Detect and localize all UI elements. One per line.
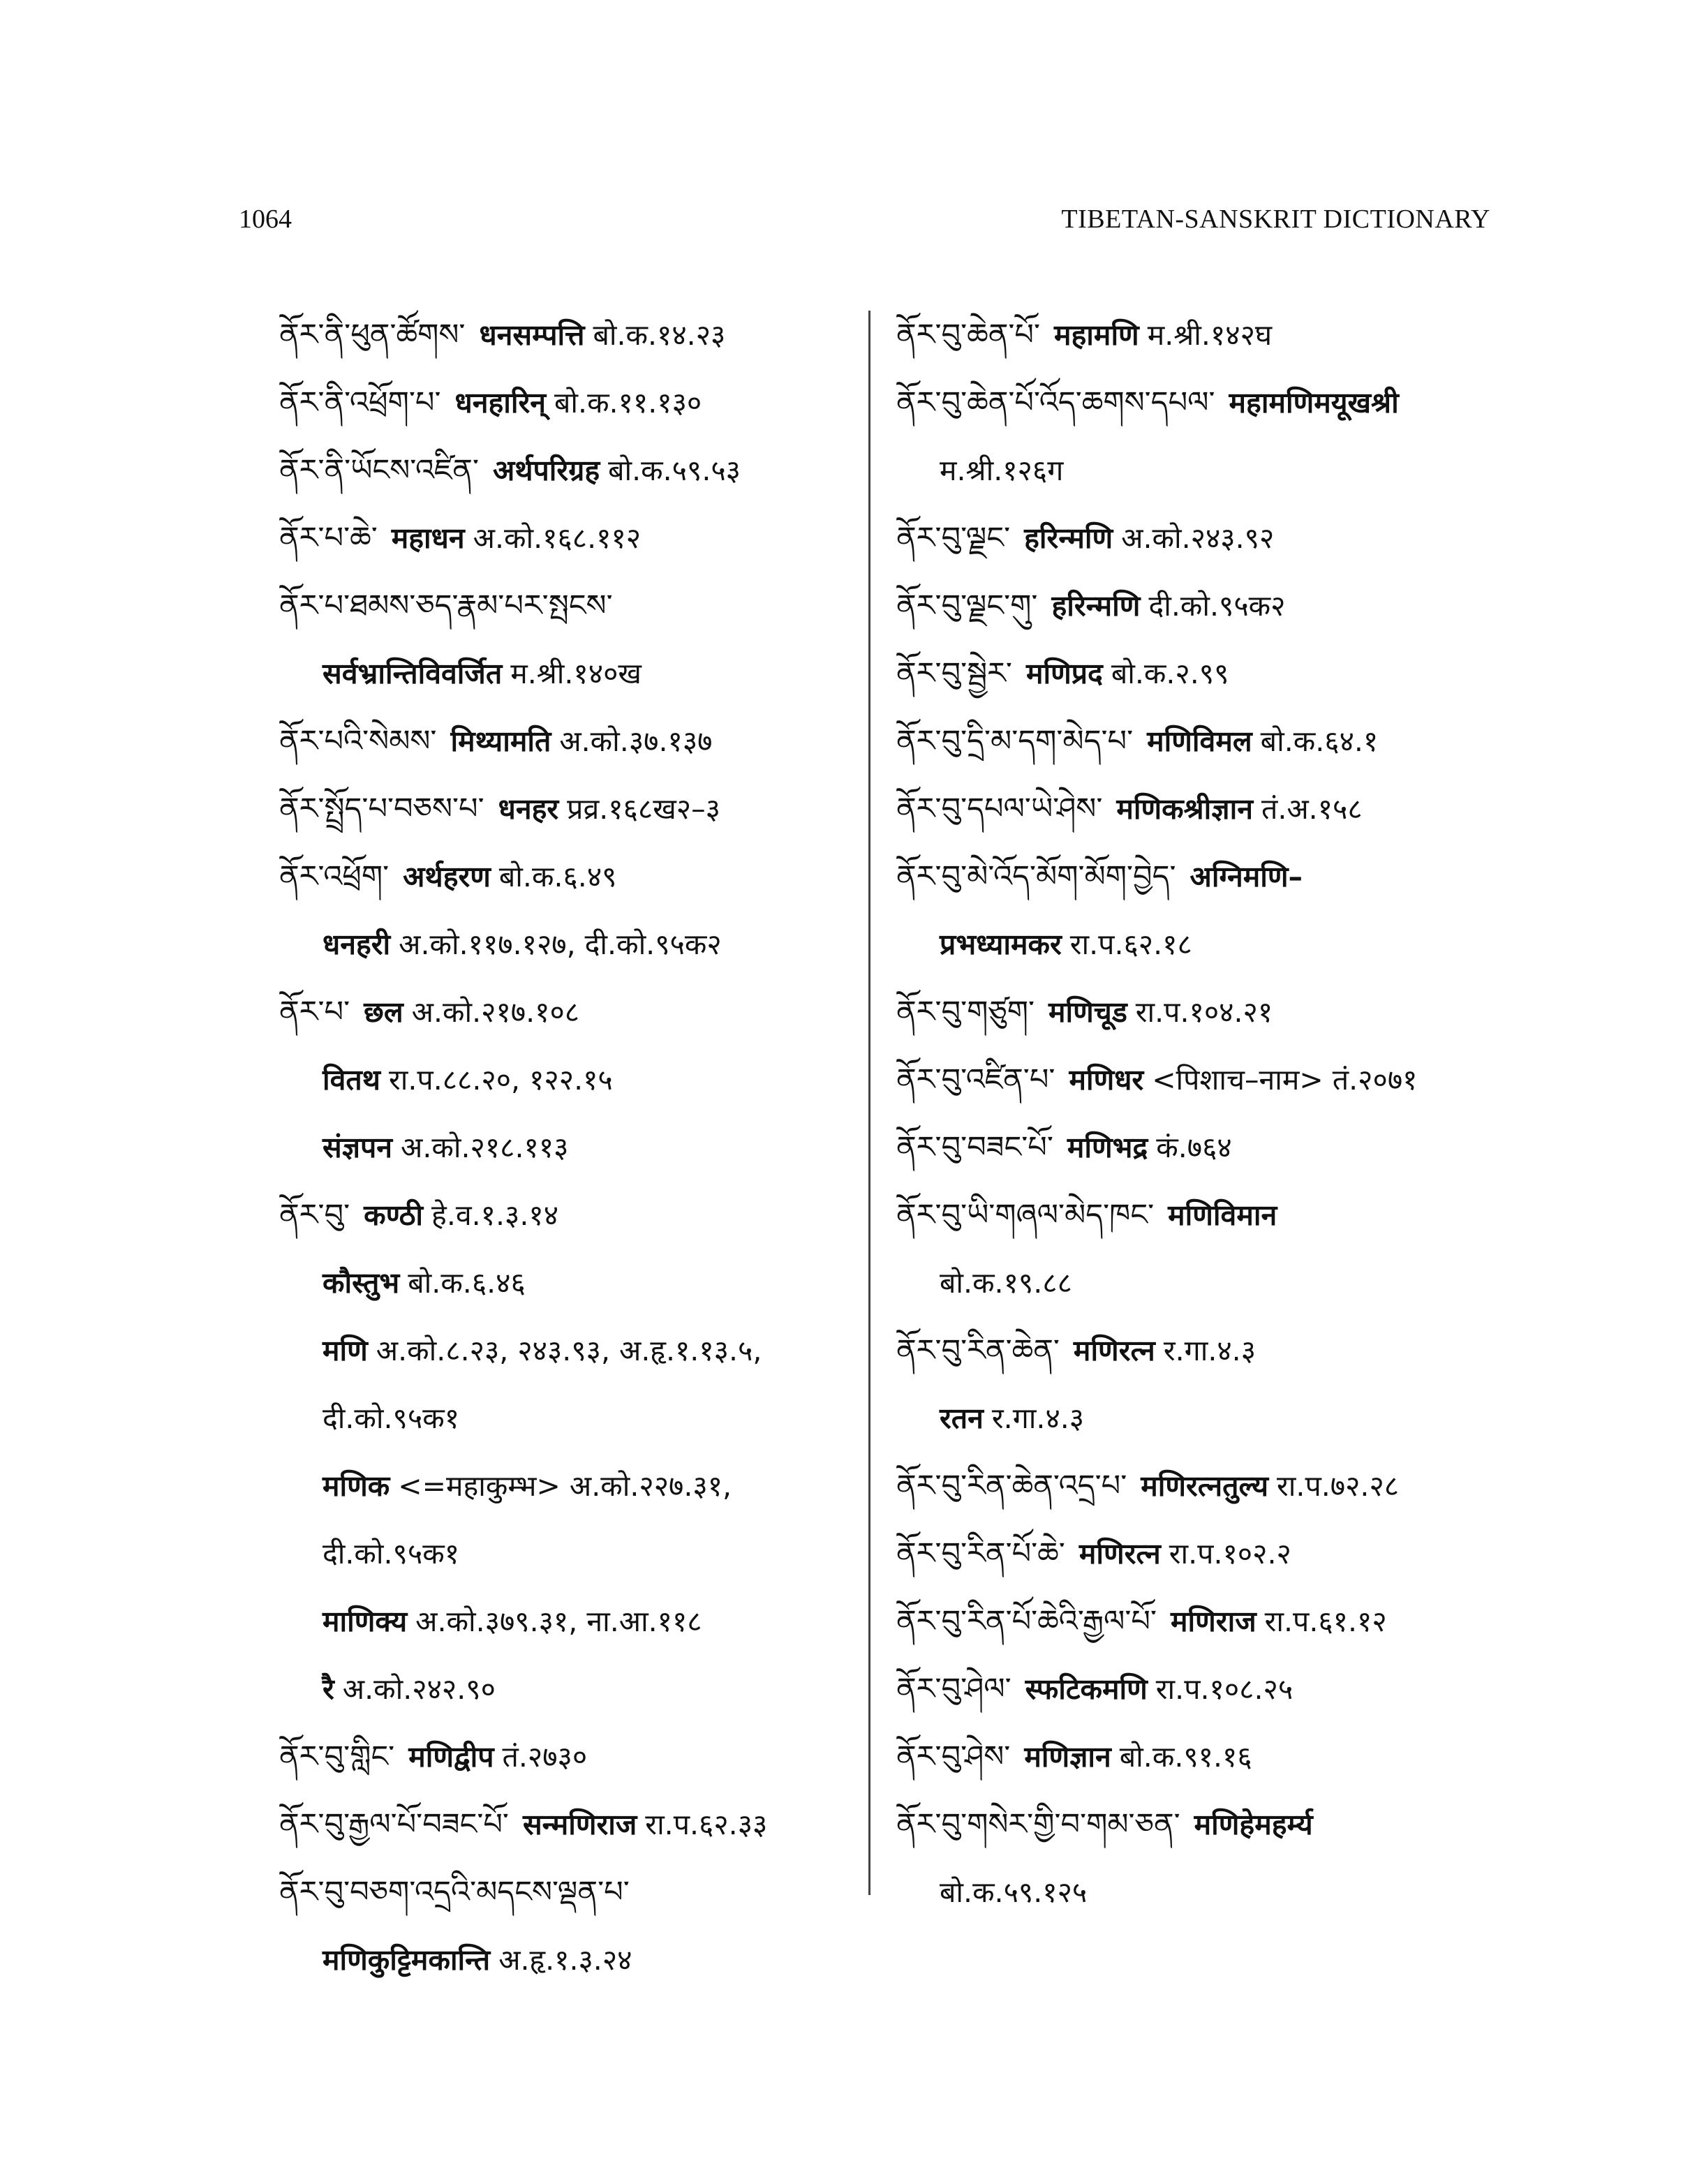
- source-reference: म.श्री.१४०ख: [510, 657, 642, 690]
- source-reference: अ.को.१६८.११२: [473, 521, 642, 555]
- dictionary-line: [896, 369, 1525, 437]
- source-reference: अ.को.२४२.९०: [342, 1672, 496, 1706]
- tibetan-headword: ནོར་བུ་: [279, 1198, 350, 1233]
- source-reference: बो.क.२.९९: [1111, 657, 1229, 690]
- sanskrit-equivalent: मणिरत्न: [1073, 1334, 1155, 1367]
- tibetan-headword: ནོར་པ་ཐམས་ཅད་རྣམ་པར་སྤངས་: [279, 588, 613, 623]
- sanskrit-equivalent: वितथ: [323, 1063, 380, 1097]
- dictionary-line: [896, 775, 1525, 843]
- dictionary-line: [896, 911, 1525, 979]
- sanskrit-equivalent: रतन: [940, 1402, 984, 1435]
- source-reference: बो.क.५९.१२५: [940, 1875, 1088, 1909]
- dictionary-line: [896, 1046, 1525, 1114]
- source-reference: बो.क.५९.५३: [608, 454, 741, 487]
- dictionary-line: [279, 640, 863, 708]
- tibetan-headword: ནོར་ནི་འཕྲོག་པ་: [279, 385, 441, 420]
- tibetan-headword: ནོར་བུ་བཟང་པོ་: [896, 1130, 1053, 1165]
- sanskrit-equivalent: मणिभद्र: [1067, 1131, 1148, 1164]
- source-reference: रा.प.१०८.२५: [1155, 1672, 1294, 1706]
- dictionary-line: [279, 1723, 863, 1791]
- sanskrit-equivalent: कण्ठी: [364, 1198, 424, 1232]
- sanskrit-equivalent: स्फटिकमणि: [1025, 1672, 1148, 1706]
- tibetan-headword: ནོར་བུ་དཔལ་ཡེ་ཤེས་: [896, 792, 1103, 826]
- sanskrit-equivalent: मणि: [323, 1334, 368, 1367]
- sanskrit-equivalent: हरिन्मणि: [1024, 521, 1113, 555]
- tibetan-headword: ནོར་སྤྲོད་པ་བཅས་པ་: [279, 792, 484, 826]
- dictionary-line: [279, 708, 863, 775]
- tibetan-headword: ནོར་བུ་གསེར་གྱི་བ་གམ་ཅན་: [896, 1807, 1180, 1842]
- sanskrit-equivalent: सर्वभ्रान्तिविवर्जित: [323, 657, 503, 690]
- source-reference: दी.को.९५क१: [323, 1537, 460, 1570]
- tibetan-headword: ནོར་བུ་རིན་ཆེན་: [896, 1333, 1060, 1368]
- dictionary-line: [896, 1656, 1525, 1723]
- tibetan-headword: ནོར་བུ་སྦྱེར་: [896, 656, 1012, 691]
- tibetan-headword: ནོར་བུ་རིན་ཆེན་འདྲ་པ་: [896, 1469, 1127, 1503]
- dictionary-line: [279, 1656, 863, 1723]
- dictionary-line: [896, 843, 1525, 911]
- sanskrit-equivalent: मणिविमल: [1147, 725, 1252, 758]
- dictionary-line: [279, 369, 863, 437]
- dictionary-line: [279, 1385, 863, 1453]
- source-reference: तं.अ.१५८: [1261, 792, 1363, 826]
- source-reference: बो.क.६.४६: [408, 1266, 526, 1300]
- dictionary-line: [279, 775, 863, 843]
- sanskrit-equivalent: मणिकुट्टिमकान्ति: [323, 1943, 491, 1977]
- dictionary-line: [279, 1249, 863, 1317]
- tibetan-headword: ནོར་བུ་ཤེལ་: [896, 1672, 1011, 1707]
- tibetan-headword: ནོར་བུ་ཤེས་: [896, 1739, 1011, 1774]
- source-reference: अ.को.२१८.११३: [401, 1131, 569, 1164]
- sanskrit-equivalent: मणिज्ञान: [1024, 1740, 1111, 1774]
- dictionary-line: [279, 302, 863, 369]
- sanskrit-equivalent: मणिधर: [1069, 1063, 1144, 1097]
- source-reference: अ.को.२४३.९२: [1121, 521, 1275, 555]
- dictionary-line: [896, 640, 1525, 708]
- sanskrit-equivalent: कौस्तुभ: [323, 1266, 400, 1300]
- source-reference: दी.को.९५क१: [323, 1402, 460, 1435]
- tibetan-headword: ནོར་བུ་རྒྱལ་པོ་བཟང་པོ་: [279, 1807, 509, 1842]
- dictionary-line: [896, 302, 1525, 369]
- dictionary-line: [279, 1317, 863, 1385]
- tibetan-headword: ནོར་བུ་རིན་པོ་ཆེའི་རྒྱལ་པོ་: [896, 1604, 1157, 1639]
- source-reference: बो.क.९१.१६: [1119, 1740, 1252, 1774]
- dictionary-line: [896, 572, 1525, 640]
- sanskrit-equivalent: धनसम्पत्ति: [479, 318, 585, 352]
- column-divider: [868, 311, 870, 1895]
- sanskrit-equivalent: मणिद्वीप: [408, 1740, 494, 1774]
- sanskrit-equivalent: मणिक: [323, 1469, 390, 1503]
- sanskrit-equivalent: महामणिमयूखश्री: [1229, 386, 1399, 419]
- source-reference: रा.प.६२.१८: [1069, 928, 1192, 961]
- source-reference: रा.प.७२.२८: [1277, 1469, 1400, 1503]
- sanskrit-equivalent: मणिचूड: [1048, 995, 1127, 1029]
- dictionary-line: [279, 1114, 863, 1182]
- tibetan-headword: ནོར་འཕྲོག་: [279, 859, 390, 894]
- sanskrit-equivalent: महाधन: [391, 521, 465, 555]
- sanskrit-equivalent: धनहर: [498, 792, 559, 826]
- source-reference: म.श्री.१४२घ: [1147, 318, 1273, 352]
- sanskrit-equivalent: रै: [323, 1672, 334, 1706]
- source-reference: बो.क.६.४९: [498, 860, 617, 893]
- sanskrit-equivalent: मणिरत्नतुल्य: [1141, 1469, 1269, 1503]
- tibetan-headword: ནོར་བུ་ཆེན་པོ་: [896, 318, 1041, 352]
- dictionary-line: [896, 1385, 1525, 1453]
- source-reference: तं.२७३०: [502, 1740, 588, 1774]
- tibetan-headword: ནོར་བུ་ལྗང་གུ་: [896, 588, 1038, 623]
- source-reference: र.गा.४.३: [991, 1402, 1085, 1435]
- source-reference: म.श्री.१२६ग: [940, 454, 1064, 487]
- source-reference: अ.को.३७९.३१, ना.आ.११८: [415, 1605, 702, 1638]
- sanskrit-equivalent: मणिविमान: [1168, 1198, 1277, 1232]
- dictionary-line: [896, 1723, 1525, 1791]
- page-number: 1064: [239, 205, 292, 234]
- source-reference: रा.प.१०४.२१: [1135, 995, 1273, 1029]
- source-reference: र.गा.४.३: [1163, 1334, 1257, 1367]
- source-reference: हे.व.१.३.१४: [431, 1198, 559, 1232]
- tibetan-headword: ནོར་བུ་མེ་འོད་མོག་མོག་བྱེད་: [896, 859, 1176, 894]
- source-reference: अ.हृ.१.३.२४: [498, 1943, 632, 1977]
- dictionary-line: [279, 572, 863, 640]
- source-reference: <=महाकुम्भ> अ.को.२२७.३१,: [398, 1469, 732, 1503]
- dictionary-line: [896, 1317, 1525, 1385]
- sanskrit-equivalent: धनहरी: [323, 928, 391, 961]
- dictionary-line: [279, 911, 863, 979]
- source-reference: रा.प.६२.३३: [645, 1808, 768, 1841]
- tibetan-headword: ནོར་བུ་འཛིན་པ་: [896, 1062, 1055, 1097]
- source-reference: बो.क.१४.२३: [593, 318, 726, 352]
- source-reference: अ.को.२१७.१०८: [411, 995, 580, 1029]
- tibetan-headword: ནོར་བུ་ཆེན་པོ་འོད་ཆགས་དཔལ་: [896, 385, 1215, 420]
- dictionary-line: [279, 843, 863, 911]
- tibetan-headword: ནོར་ནི་ཡོངས་འཛིན་: [279, 453, 479, 488]
- source-reference: बो.क.६४.१: [1260, 725, 1379, 758]
- sanskrit-equivalent: सन्मणिराज: [522, 1808, 637, 1841]
- tibetan-headword: ནོར་བུ་བཅག་འདྲའི་མདངས་ལྡན་པ་: [279, 1875, 630, 1910]
- dictionary-line: [279, 1453, 863, 1520]
- tibetan-headword: ནོར་བུ་གླིང་: [279, 1739, 395, 1774]
- dictionary-line: [896, 437, 1525, 505]
- dictionary-line: [896, 1114, 1525, 1182]
- dictionary-line: [896, 979, 1525, 1046]
- dictionary-line: [279, 505, 863, 572]
- sanskrit-equivalent: मणिहेमहर्म्य: [1194, 1808, 1313, 1841]
- dictionary-line: [896, 1859, 1525, 1926]
- dictionary-line: [279, 1520, 863, 1588]
- dictionary-line: [896, 1588, 1525, 1656]
- sanskrit-equivalent: प्रभध्यामकर: [940, 928, 1062, 961]
- dictionary-line: [896, 1520, 1525, 1588]
- tibetan-headword: ནོར་བུ་དྲི་མ་དག་མེད་པ་: [896, 724, 1134, 759]
- sanskrit-equivalent: माणिक्य: [323, 1605, 408, 1638]
- source-reference: बो.क.११.१३०: [554, 386, 702, 419]
- dictionary-line: [279, 1588, 863, 1656]
- source-reference: अ.को.८.२३, २४३.९३, अ.हृ.१.१३.५,: [376, 1334, 762, 1367]
- source-reference: रा.प.६१.१२: [1264, 1605, 1387, 1638]
- tibetan-headword: ནོར་བུ་རིན་པོ་ཆེ་: [896, 1536, 1065, 1571]
- dictionary-line: [279, 1926, 863, 1994]
- right-column: [896, 302, 1525, 1926]
- source-reference: अ.को.११७.१२७, दी.को.९५क२: [399, 928, 722, 961]
- dictionary-line: [279, 1791, 863, 1859]
- dictionary-line: [279, 1046, 863, 1114]
- tibetan-headword: ནོར་བུ་ལྗང་: [896, 521, 1011, 556]
- source-reference: दी.को.९५क२: [1148, 589, 1286, 623]
- source-reference: बो.क.१९.८८: [940, 1266, 1072, 1300]
- dictionary-line: [896, 708, 1525, 775]
- dictionary-line: [279, 979, 863, 1046]
- source-reference: प्रव्र.१६८ख२–३: [567, 792, 720, 826]
- dictionary-line: [896, 1453, 1525, 1520]
- dictionary-line: [896, 1249, 1525, 1317]
- left-column: [279, 302, 863, 1994]
- sanskrit-equivalent: छल: [364, 995, 403, 1029]
- tibetan-headword: ནོར་པའི་སེམས་: [279, 724, 437, 759]
- dictionary-line: [896, 1791, 1525, 1859]
- sanskrit-equivalent: धनहारिन्: [454, 386, 546, 419]
- source-reference: रा.प.१०२.२: [1169, 1537, 1291, 1570]
- sanskrit-equivalent: मणिप्रद: [1025, 657, 1103, 690]
- running-title: TIBETAN-SANSKRIT DICTIONARY: [1061, 205, 1490, 234]
- sanskrit-equivalent: हरिन्मणि: [1051, 589, 1141, 623]
- dictionary-line: [279, 1859, 863, 1926]
- sanskrit-equivalent: संज्ञपन: [323, 1131, 393, 1164]
- source-reference: कं.७६४: [1156, 1131, 1232, 1164]
- sanskrit-equivalent: मणिकश्रीज्ञान: [1116, 792, 1253, 826]
- sanskrit-equivalent: अर्थपरिग्रह: [493, 454, 600, 487]
- tibetan-headword: ནོར་ནི་ཕུན་ཚོགས་: [279, 318, 466, 352]
- source-reference: अ.को.३७.१३७: [559, 725, 713, 758]
- dictionary-line: [896, 505, 1525, 572]
- tibetan-headword: ནོར་བུ་ཡི་གཞལ་མེད་ཁང་: [896, 1198, 1155, 1233]
- sanskrit-equivalent: अग्निमणि–: [1189, 860, 1303, 893]
- sanskrit-equivalent: अर्थहरण: [403, 860, 491, 893]
- sanskrit-equivalent: मिथ्यामति: [450, 725, 551, 758]
- tibetan-headword: ནོར་པ་: [279, 995, 350, 1030]
- sanskrit-equivalent: मणिराज: [1171, 1605, 1257, 1638]
- sanskrit-equivalent: मणिरत्न: [1079, 1537, 1161, 1570]
- source-reference: रा.प.८८.२०, १२२.१५: [388, 1063, 613, 1097]
- dictionary-line: [279, 1182, 863, 1249]
- tibetan-headword: ནོར་པ་ཆེ་: [279, 521, 378, 556]
- source-reference: <पिशाच–नाम> तं.२०७१: [1152, 1063, 1418, 1097]
- tibetan-headword: ནོར་བུ་གཙུག་: [896, 995, 1035, 1030]
- dictionary-line: [896, 1182, 1525, 1249]
- sanskrit-equivalent: महामणि: [1054, 318, 1139, 352]
- dictionary-line: [279, 437, 863, 505]
